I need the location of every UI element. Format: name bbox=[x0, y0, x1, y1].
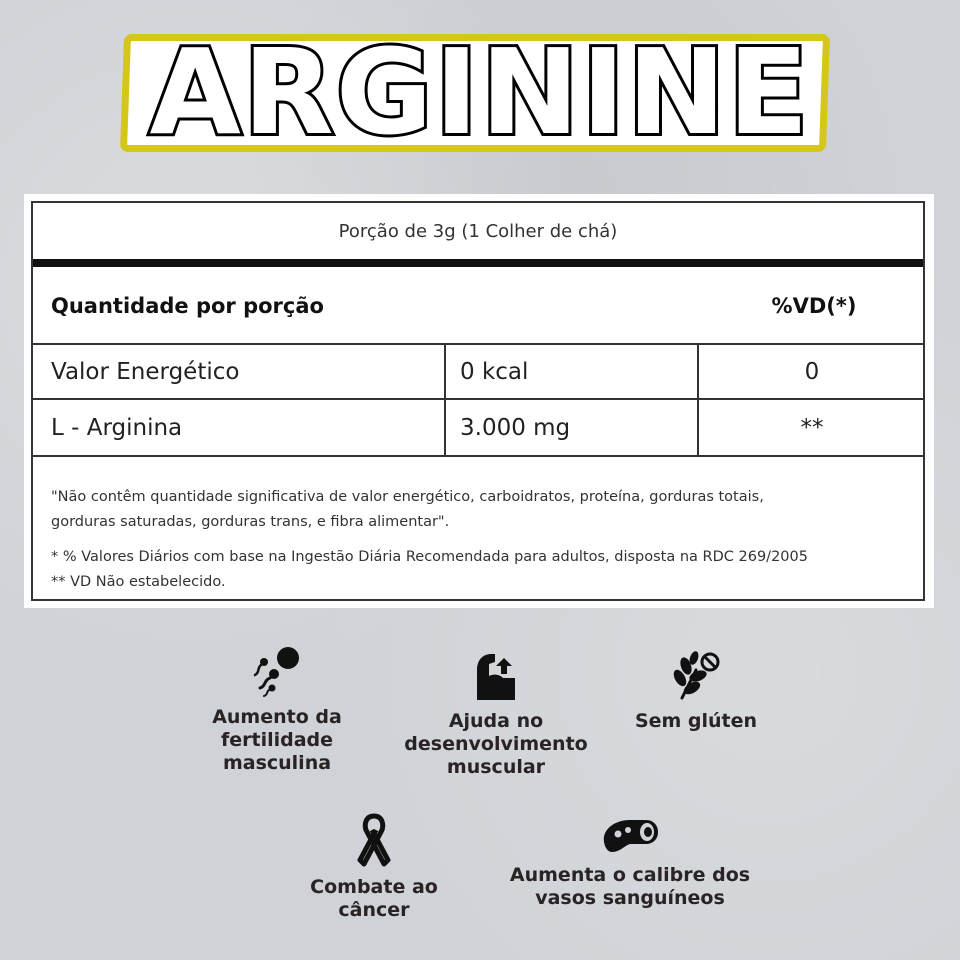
feature-label: Sem glúten bbox=[634, 710, 758, 732]
product-title: ARGININE bbox=[149, 23, 811, 161]
header-vd: %VD(*) bbox=[771, 294, 857, 318]
table-row bbox=[33, 400, 923, 457]
feature-cancer bbox=[296, 812, 452, 922]
table-row bbox=[33, 345, 923, 400]
feature-label: Combate ao câncer bbox=[310, 876, 438, 921]
portion-size: Porção de 3g (1 Colher de chá) bbox=[338, 220, 618, 242]
no-gluten-wheat-icon bbox=[670, 650, 722, 702]
table-footnotes bbox=[51, 485, 911, 595]
table-header bbox=[33, 267, 923, 345]
footnote-line: "Não contêm quantidade significativa de valor energético, carboidratos, proteína, gorduras totais, bbox=[51, 489, 764, 505]
row-name: Valor Energético bbox=[51, 358, 240, 385]
row-vd: 0 bbox=[697, 345, 925, 398]
nutrition-card bbox=[24, 194, 934, 608]
feature-label: Aumenta o calibre dos vasos sanguíneos bbox=[509, 864, 751, 909]
title-banner bbox=[0, 22, 960, 162]
muscle-arm-icon bbox=[471, 650, 521, 702]
feature-gluten-free bbox=[626, 650, 766, 733]
footnote-vd: * % Valores Diários com base na Ingestão Diária Recomendada para adultos, disposta na RDC 269/2005 bbox=[51, 549, 808, 565]
sperm-icon bbox=[250, 644, 304, 698]
nutrition-table bbox=[31, 201, 925, 601]
row-name: L - Arginina bbox=[51, 414, 183, 441]
row-vd: ** bbox=[697, 400, 925, 455]
blood-vessel-icon bbox=[600, 812, 660, 856]
row-amount: 0 kcal bbox=[444, 345, 697, 398]
feature-blood-vessels bbox=[500, 812, 760, 910]
feature-label: Aumento da fertilidade masculina bbox=[212, 706, 342, 774]
footnote-line: gorduras saturadas, gorduras trans, e fibra alimentar". bbox=[51, 514, 450, 530]
row-amount: 3.000 mg bbox=[444, 400, 697, 455]
footnote-not-established: ** VD Não estabelecido. bbox=[51, 574, 226, 590]
feature-label: Ajuda no desenvolvimento muscular bbox=[404, 710, 588, 778]
table-divider bbox=[33, 259, 923, 267]
header-quantity: Quantidade por porção bbox=[51, 294, 324, 318]
cancer-ribbon-icon bbox=[354, 812, 394, 868]
feature-muscle bbox=[398, 650, 594, 779]
feature-fertility bbox=[196, 644, 358, 775]
